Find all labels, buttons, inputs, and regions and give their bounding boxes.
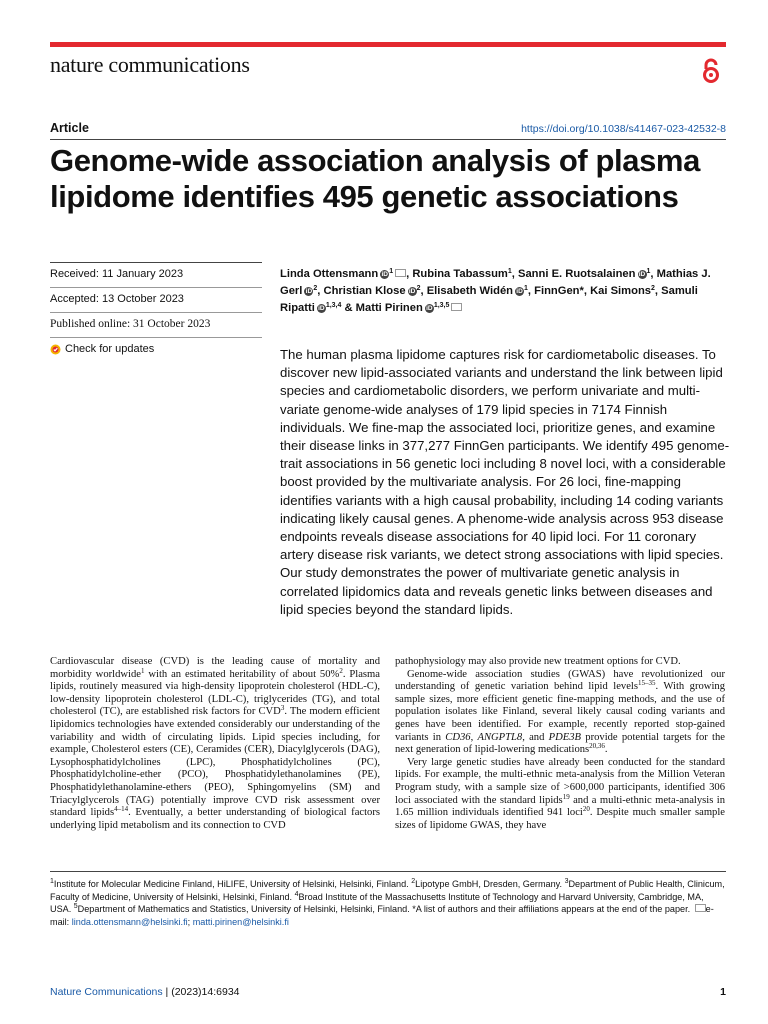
orcid-icon[interactable]: iD [305,288,313,295]
footer-volume: | (2023)14:6934 [162,986,240,998]
accepted-date: Accepted: 13 October 2023 [50,288,262,313]
article-type: Article [50,121,89,135]
email-icon[interactable] [395,269,406,277]
orcid-icon[interactable]: iD [426,305,433,312]
affiliation-ref: 1,3,5 [433,302,450,309]
footer-citation [50,986,240,998]
orcid-icon[interactable]: iD [516,288,523,295]
orcid-icon[interactable]: iD [318,305,325,312]
author-name[interactable]: , Mathias J. Gerl [280,268,711,297]
email-link[interactable]: matti.pirinen@helsinki.fi [192,916,289,927]
author-name[interactable]: , Samuli Ripatti [280,285,698,314]
affiliation-ref: 2 [416,285,421,292]
gene-name: ANGPTL8 [477,731,523,743]
email-link[interactable]: linda.ottensmann@helsinki.fi [71,916,188,927]
citation-ref[interactable]: 20 [582,805,590,814]
affiliation-ref: 1 [389,268,394,275]
orcid-icon[interactable]: iD [381,271,388,278]
author-name[interactable]: , Rubina Tabassum [406,268,508,280]
affiliation-ref: 1 [524,285,528,292]
header-accent-bar [50,42,726,47]
citation-ref[interactable]: 20,36 [589,742,605,751]
body-paragraph: Genome-wide association studies (GWAS) have revolutionized our understanding of genetic variation behind lipid levels$^{15-35}$. With growing sample sizes, more efficient genetic fine-mapping methods, and the use of population isolates like Finland, several likely causal coding variants and genes have been identified. For example, recently reported stop-gained variants in CD36, ANGPTL8, and PDE3B provide potential targets for the next generation of lipid-lowering medications$^{20,36}$. [395,668,726,756]
orcid-icon[interactable]: iD [638,271,646,278]
journal-name[interactable]: nature communications [50,52,250,77]
gene-name: PDE3B [548,731,582,743]
orcid-icon[interactable]: iD [408,288,416,295]
footnote-divider [50,871,726,872]
email-icon [695,904,706,912]
body-column-right [395,656,725,832]
affiliations: $^1$Institute for Molecular Medicine Finland, HiLIFE, University of Helsinki, Helsinki, Finland. $^2$Lipotype GmbH, Dresden, Germany. $^3$Department of Public Health, Clinicum, Faculty of Medicine, University of Helsinki, Helsinki, Finland. $^4$Broad Institute of the Massachusetts Institute of Technology and Harvard University, Cambridge, MA, USA. $^5$Department of Mathematics and Statistics, University of Helsinki, Helsinki, Finland. *A list of authors and their affiliations appears at the end of the paper. e-mail: linda.ottensmann@helsinki.fi; matti.pirinen@helsinki.fi [50,878,725,927]
author-name[interactable]: , FinnGen*, Kai Simons [527,285,652,297]
citation-ref[interactable]: 3 [280,704,285,713]
check-updates-icon [50,344,61,355]
affiliation-ref: 2 [313,285,318,292]
footer-journal-link[interactable]: Nature Communications [50,986,163,998]
citation-ref[interactable]: 2 [339,666,343,675]
article-dates [50,262,262,362]
author-list [280,266,730,317]
received-date: Received: 11 January 2023 [50,262,262,288]
author-name[interactable]: Linda Ottensmann [280,268,379,280]
body-paragraph: pathophysiology may also provide new treatment options for CVD. [395,656,681,667]
email-icon[interactable] [451,303,462,311]
citation-ref[interactable]: 4–14 [114,805,129,814]
affiliation-ref: 2 [651,285,655,292]
check-updates-button[interactable] [50,338,262,362]
gene-name: CD36 [445,731,471,743]
body-paragraph: Very large genetic studies have already been conducted for the standard lipids. For example, the multi-ethnic meta-analysis from the Million Veteran Program study, with a sample size of >600,000 participants, identified 306 loci associated with the standard lipids$^{19}$ and a multi-ethnic meta-analysis in 1.65 million individuals identified 941 loci$^{20}$. Despite much smaller sample sizes of lipidome GWAS, they have [395,756,725,831]
affiliation-ref: 1,3,4 [325,302,342,309]
header-divider [50,139,726,140]
author-name[interactable]: & Matti Pirinen [341,302,423,314]
citation-ref[interactable]: 1 [140,666,145,675]
affiliation-ref: 1 [646,268,651,275]
open-access-icon [700,58,722,84]
author-name[interactable]: , Christian Klose [317,285,406,297]
affiliation-ref: 1 [507,268,512,275]
author-name[interactable]: , Elisabeth Widén [420,285,514,297]
doi-link[interactable]: https://doi.org/10.1038/s41467-023-42532-8 [521,123,726,135]
abstract: The human plasma lipidome captures risk for cardiometabolic diseases. To discover new lipid-associated variants and understand the link between lipid species and cardiometabolic disorders, we perform univariate and multi-variate genome-wide analyses of 179 lipid species in 7174 Finnish individuals. We fine-map the associated loci, prioritize genes, and examine their disease links in 377,277 FinnGen participants. We identify 495 genome-trait associations in 56 genetic loci including 8 novel loci, with a considerable boost provided by the multivariate analysis. For 26 loci, fine-mapping identifies variants with a high causal probability, including 14 coding variants indicating likely causal genes. A phenome-wide analysis across 953 disease endpoints reveals disease associations for 40 lipid loci. For 11 coronary artery disease risk variants, we detect strong associations with lipid species. Our study demonstrates the power of multivariate genetic analysis in correlated lipidomics data and reveals genetic links between diseases and lipid species beyond the standard lipids. [280,347,730,617]
body-column-left [50,656,380,832]
check-updates-label: Check for updates [65,343,155,355]
published-date: Published online: 31 October 2023 [50,313,262,338]
body-paragraph: Cardiovascular disease (CVD) is the leading cause of mortality and morbidity worldwide$^1$ with an estimated heritability of about 50%$^2$. Plasma lipids, routinely measured via high-density lipoprotein cholesterol (HDL-C), low-density lipoprotein cholesterol (LDL-C), triglycerides (TG), and total cholesterol (TC), are established risk factors for CVD$^3$. The modern efficient lipidomics technologies have extended considerably our understanding of the variability and width of circulating lipids. Lipid species including, for example, Cholesterol esters (CE), Ceramides (CER), Diacylglycerols (DAG), Lysophosphatidylcholines (LPC), Phosphatidylcholines (PC), Phosphatidylcholine-ether (PCO), Phosphatidylethanolamines (PE), Phosphatidylethanolamine-ethers (PEO), Sphingomyelins (SM) and Triacylglycerols (TAG) potentially improve CVD risk assessment over standard lipids$^{4-14}$. Eventually, a better understanding of biological factors underlying lipid metabolism and its connection to CVD [50,656,380,831]
author-name[interactable]: , Sanni E. Ruotsalainen [511,268,636,280]
page-number: 1 [720,986,726,998]
citation-ref[interactable]: 19 [562,792,570,801]
citation-ref[interactable]: 15–35 [637,679,656,688]
article-title: Genome-wide association analysis of plasma lipidome identifies 495 genetic associations [50,143,700,214]
